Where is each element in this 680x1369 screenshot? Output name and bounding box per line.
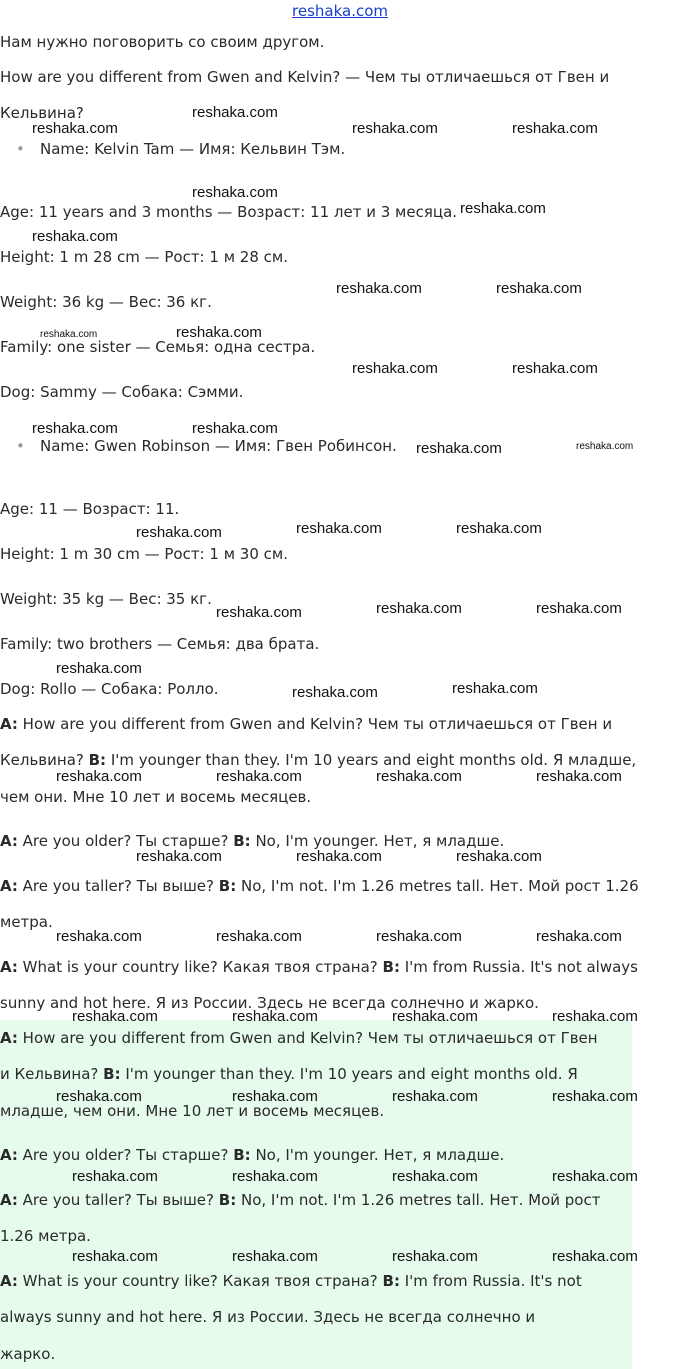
dialogue2-line2: и Кельвина? B: I'm younger than they. I'm 10 years and eight months old. Я (0, 1065, 578, 1083)
dialogue2-line1: A: How are you different from Gwen and Kelvin? Чем ты отличаешься от Гвен (0, 1029, 598, 1047)
watermark: reshaka.com (376, 928, 462, 945)
gwen-name: Name: Gwen Robinson — Имя: Гвен Робинсон. (40, 437, 397, 455)
intro-line: Нам нужно поговорить со своим другом. (0, 33, 325, 51)
watermark: reshaka.com (136, 524, 222, 541)
watermark: reshaka.com (296, 520, 382, 537)
kelvin-dog: Dog: Sammy — Собака: Сэмми. (0, 383, 244, 401)
watermark: reshaka.com (32, 228, 118, 245)
watermark: reshaka.com (232, 1008, 318, 1025)
watermark: reshaka.com (536, 600, 622, 617)
watermark: reshaka.com (392, 1248, 478, 1265)
watermark: reshaka.com (336, 280, 422, 297)
intro-question-cont: Кельвина? (0, 104, 84, 122)
watermark: reshaka.com (376, 768, 462, 785)
watermark: reshaka.com (296, 848, 382, 865)
watermark: reshaka.com (192, 420, 278, 437)
watermark: reshaka.com (56, 768, 142, 785)
watermark: reshaka.com (232, 1248, 318, 1265)
watermark: reshaka.com (552, 1088, 638, 1105)
bullet-icon: • (16, 437, 25, 455)
watermark: reshaka.com (176, 324, 262, 341)
dialogue2-line3: младше, чем они. Мне 10 лет и восемь месяцев. (0, 1102, 385, 1120)
watermark: reshaka.com (216, 928, 302, 945)
kelvin-age: Age: 11 years and 3 months — Возраст: 11 лет и 3 месяца. (0, 203, 458, 221)
dialogue1-line5: A: Are you taller? Ты выше? B: No, I'm not. I'm 1.26 metres tall. Нет. Мой рост 1.26 (0, 877, 639, 895)
watermark: reshaka.com (512, 120, 598, 137)
watermark: reshaka.com (536, 928, 622, 945)
watermark: reshaka.com (56, 1088, 142, 1105)
watermark: reshaka.com (56, 928, 142, 945)
dialogue2-line4: A: Are you older? Ты старше? B: No, I'm younger. Нет, я младше. (0, 1146, 505, 1164)
watermark: reshaka.com (456, 520, 542, 537)
watermark: reshaka.com (216, 768, 302, 785)
watermark: reshaka.com (376, 600, 462, 617)
watermark: reshaka.com (32, 120, 118, 137)
kelvin-height: Height: 1 m 28 cm — Рост: 1 м 28 см. (0, 248, 288, 266)
watermark: reshaka.com (72, 1168, 158, 1185)
watermark: reshaka.com (192, 104, 278, 121)
watermark: reshaka.com (496, 280, 582, 297)
dialogue1-line2: Кельвина? B: I'm younger than they. I'm 10 years and eight months old. Я младше, (0, 751, 637, 769)
dialogue2-line8: always sunny and hot here. Я из России. Здесь не всегда солнечно и (0, 1308, 536, 1326)
watermark: reshaka.com (40, 329, 98, 340)
watermark: reshaka.com (552, 1008, 638, 1025)
intro-question: How are you different from Gwen and Kelvin? — Чем ты отличаешься от Гвен и (0, 68, 610, 86)
kelvin-name: Name: Kelvin Tam — Имя: Кельвин Тэм. (40, 140, 346, 158)
watermark: reshaka.com (576, 441, 634, 452)
dialogue2-line9: жарко. (0, 1345, 56, 1363)
watermark: reshaka.com (392, 1008, 478, 1025)
watermark: reshaka.com (392, 1168, 478, 1185)
watermark: reshaka.com (292, 684, 378, 701)
watermark: reshaka.com (416, 440, 502, 457)
gwen-dog: Dog: Rollo — Собака: Ролло. (0, 680, 219, 698)
watermark: reshaka.com (56, 660, 142, 677)
watermark: reshaka.com (32, 420, 118, 437)
watermark: reshaka.com (72, 1008, 158, 1025)
watermark: reshaka.com (352, 360, 438, 377)
watermark: reshaka.com (136, 848, 222, 865)
gwen-height: Height: 1 m 30 cm — Рост: 1 м 30 см. (0, 545, 288, 563)
watermark: reshaka.com (536, 768, 622, 785)
dialogue1-line7: A: What is your country like? Какая твоя страна? B: I'm from Russia. It's not always (0, 958, 638, 976)
watermark: reshaka.com (232, 1088, 318, 1105)
watermark: reshaka.com (352, 120, 438, 137)
watermark: reshaka.com (460, 200, 546, 217)
watermark: reshaka.com (392, 1088, 478, 1105)
dialogue1-line4: A: Are you older? Ты старше? B: No, I'm younger. Нет, я младше. (0, 832, 505, 850)
watermark: reshaka.com (552, 1248, 638, 1265)
site-header-link[interactable]: reshaka.com (292, 2, 388, 20)
watermark: reshaka.com (192, 184, 278, 201)
dialogue1-line3: чем они. Мне 10 лет и восемь месяцев. (0, 788, 312, 806)
bullet-icon: • (16, 140, 25, 158)
dialogue2-line5: A: Are you taller? Ты выше? B: No, I'm not. I'm 1.26 metres tall. Нет. Мой рост (0, 1191, 601, 1209)
dialogue2-line6: 1.26 метра. (0, 1227, 91, 1245)
watermark: reshaka.com (232, 1168, 318, 1185)
dialogue2-line7: A: What is your country like? Какая твоя страна? B: I'm from Russia. It's not (0, 1272, 582, 1290)
dialogue1-line6: метра. (0, 913, 53, 931)
watermark: reshaka.com (216, 604, 302, 621)
gwen-family: Family: two brothers — Семья: два брата. (0, 635, 320, 653)
watermark: reshaka.com (456, 848, 542, 865)
watermark: reshaka.com (452, 680, 538, 697)
watermark: reshaka.com (512, 360, 598, 377)
gwen-weight: Weight: 35 kg — Вес: 35 кг. (0, 590, 212, 608)
dialogue1-line1: A: How are you different from Gwen and Kelvin? Чем ты отличаешься от Гвен и (0, 715, 613, 733)
kelvin-family: Family: one sister — Семья: одна сестра. (0, 338, 316, 356)
kelvin-weight: Weight: 36 kg — Вес: 36 кг. (0, 293, 212, 311)
watermark: reshaka.com (72, 1248, 158, 1265)
dialogue1-line8: sunny and hot here. Я из России. Здесь не всегда солнечно и жарко. (0, 994, 539, 1012)
gwen-age: Age: 11 — Возраст: 11. (0, 500, 180, 518)
watermark: reshaka.com (552, 1168, 638, 1185)
